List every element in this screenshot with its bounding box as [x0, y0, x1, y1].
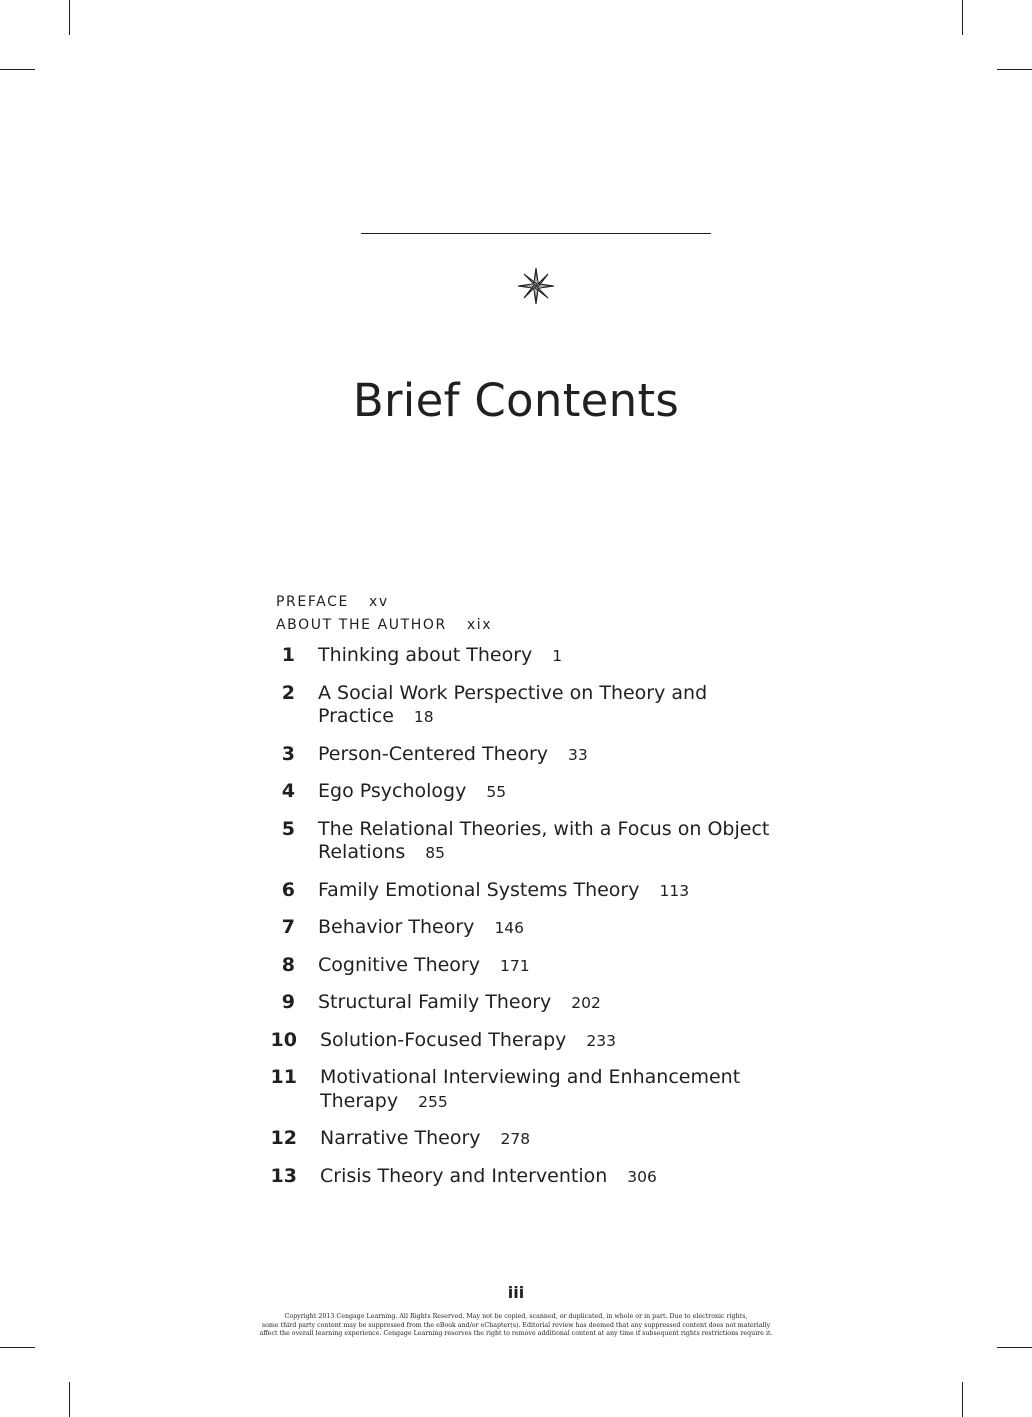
crop-mark-top-right-horizontal [997, 69, 1032, 70]
crop-mark-bottom-left-horizontal [0, 1347, 35, 1348]
chapter-entry [262, 780, 822, 805]
chapter-title-continued: Relations [318, 841, 406, 863]
chapter-number: 2 [281, 681, 295, 704]
front-matter-page: xv [368, 594, 389, 610]
chapter-title: Structural Family Theory [318, 991, 552, 1013]
chapter-page: 33 [568, 745, 588, 764]
chapter-number: 10 [270, 1028, 297, 1051]
chapter-title: Crisis Theory and Intervention [320, 1164, 608, 1187]
chapter-number: 7 [281, 916, 295, 938]
chapter-entry [262, 1165, 822, 1190]
chapter-entry [262, 1127, 822, 1152]
chapter-title-continued: Therapy [320, 1089, 399, 1112]
chapter-title: Thinking about Theory [318, 644, 533, 666]
chapter-title: Cognitive Theory [318, 953, 480, 976]
chapter-page: 306 [627, 1167, 657, 1186]
chapter-title: Narrative Theory [320, 1127, 481, 1149]
chapter-entry [262, 1066, 822, 1114]
chapter-page: 113 [659, 881, 690, 900]
chapter-entry [262, 991, 822, 1016]
chapter-page: 18 [413, 708, 434, 726]
compass-star-icon [516, 266, 556, 306]
chapter-number: 6 [281, 878, 295, 901]
copyright-line: affect the overall learning experience. Cengage Learning reserves the right to remove additional content at any time if subsequent rights restrictions require it. [259, 1330, 773, 1337]
page-title: Brief Contents [352, 374, 680, 427]
copyright-notice [0, 1313, 1032, 1339]
chapter-page: 255 [418, 1092, 448, 1111]
chapter-number: 1 [281, 644, 295, 666]
chapter-page: 278 [500, 1130, 531, 1148]
chapter-title: Motivational Interviewing and Enhancement [320, 1066, 741, 1088]
chapter-page: 233 [586, 1031, 616, 1050]
front-matter-page: xix [466, 617, 493, 633]
crop-mark-top-left-horizontal [0, 69, 35, 70]
chapter-number: 3 [281, 742, 295, 765]
copyright-line: Copyright 2013 Cengage Learning. All Rights Reserved. May not be copied, scanned, or duplicated, in whole or in part. Due to electronic rights, [284, 1313, 748, 1320]
front-matter-label: ABOUT THE AUTHOR [276, 617, 447, 633]
crop-mark-bottom-left-vertical [69, 1382, 70, 1417]
chapter-number: 9 [281, 991, 295, 1013]
chapter-title: Behavior Theory [318, 916, 475, 938]
crop-mark-bottom-right-horizontal [997, 1347, 1032, 1348]
chapter-entry [262, 818, 822, 866]
chapter-title: Person-Centered Theory [318, 742, 549, 765]
copyright-line: some third party content may be suppressed from the eBook and/or eChapter(s). Editorial review has deemed that any suppressed content does not materially [261, 1321, 771, 1329]
chapter-entry [262, 879, 822, 904]
chapter-entry [262, 954, 822, 979]
chapter-number: 8 [281, 953, 295, 976]
front-matter-about-author [276, 617, 492, 633]
chapter-title-continued: Practice [318, 705, 394, 727]
crop-mark-top-left-vertical [69, 0, 70, 35]
chapter-entry [262, 644, 822, 669]
top-rule [361, 233, 711, 234]
front-matter-label: PREFACE [276, 594, 349, 610]
chapter-title: A Social Work Perspective on Theory and [318, 681, 708, 704]
chapter-entry [262, 916, 822, 941]
chapter-title: Solution-Focused Therapy [320, 1028, 567, 1051]
chapter-page: 202 [571, 994, 601, 1012]
chapter-number: 13 [270, 1164, 297, 1187]
crop-mark-bottom-right-vertical [962, 1382, 963, 1417]
chapter-entry [262, 682, 822, 730]
chapter-page: 146 [494, 919, 525, 937]
front-matter-preface [276, 594, 389, 610]
page-number: iii [507, 1283, 525, 1302]
chapter-number: 5 [281, 817, 295, 840]
chapter-number: 11 [270, 1066, 297, 1088]
chapter-page: 1 [552, 647, 563, 665]
chapter-page: 55 [486, 783, 507, 801]
chapter-entry [262, 1029, 822, 1054]
chapter-number: 4 [281, 780, 295, 802]
chapter-list [262, 644, 822, 1202]
chapter-number: 12 [270, 1127, 297, 1149]
chapter-entry [262, 743, 822, 768]
chapter-title: Family Emotional Systems Theory [318, 878, 640, 901]
chapter-title: The Relational Theories, with a Focus on Object [318, 817, 770, 840]
crop-mark-top-right-vertical [962, 0, 963, 35]
chapter-page: 171 [500, 956, 530, 975]
chapter-page: 85 [425, 844, 445, 862]
chapter-title: Ego Psychology [318, 780, 467, 802]
